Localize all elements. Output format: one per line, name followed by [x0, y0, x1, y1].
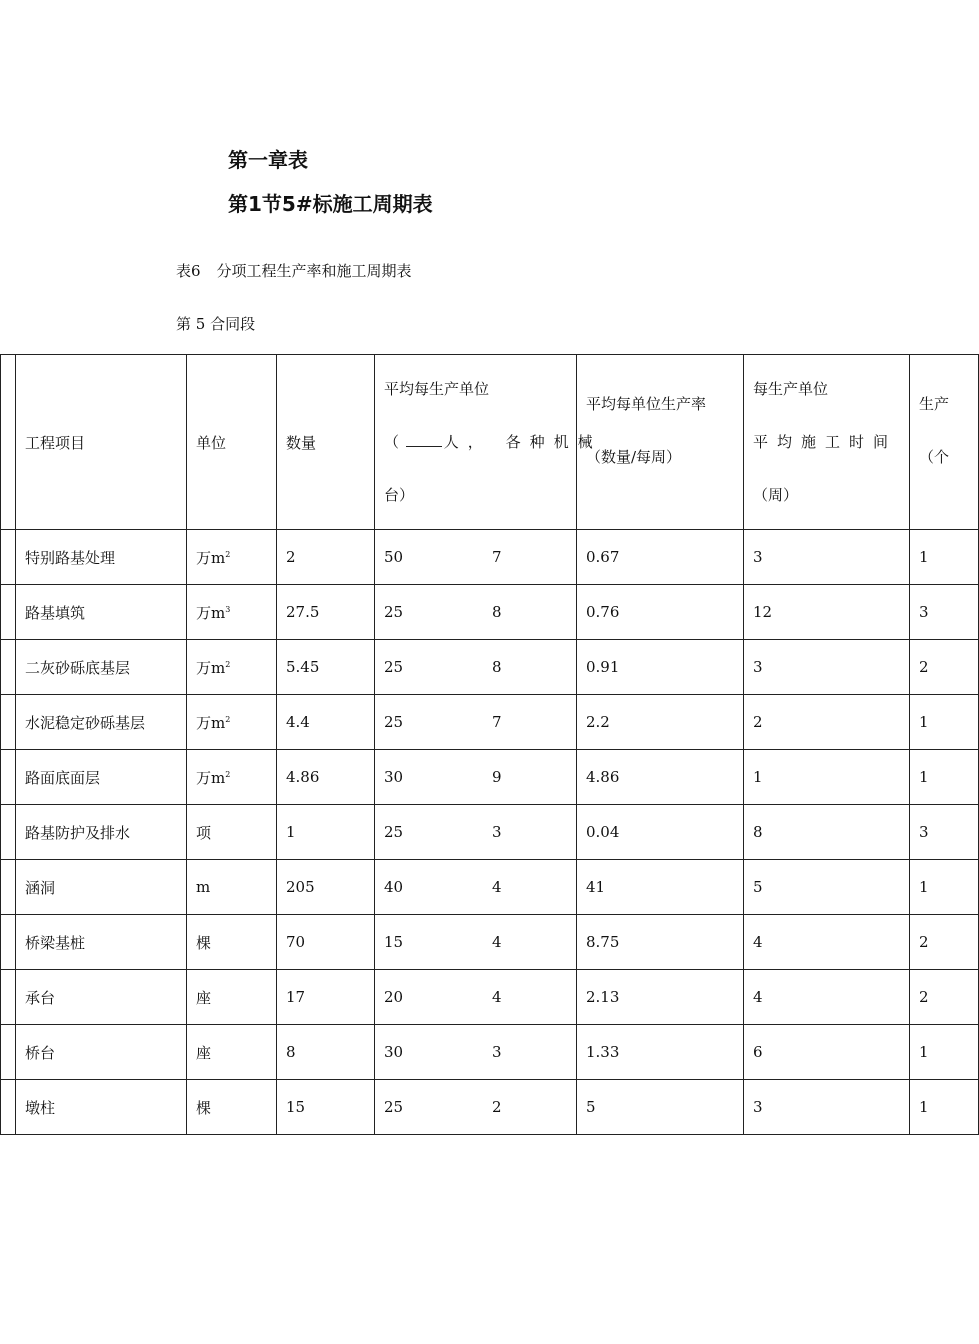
cell-count: 1 [910, 1025, 979, 1080]
header-margin-cell [1, 355, 16, 530]
cell-quantity: 205 [277, 860, 375, 915]
header-time-line1: 每生产单位 [753, 380, 829, 398]
unit-exponent: 3 [225, 604, 231, 614]
cell-item: 承台 [16, 970, 187, 1025]
unit-exponent: 2 [225, 659, 231, 669]
cell-people: 30 [384, 768, 404, 786]
cell-rate: 0.04 [577, 805, 744, 860]
table-caption [176, 261, 412, 281]
table-row [1, 750, 979, 805]
cell-quantity: 4.86 [277, 750, 375, 805]
cell-people: 20 [384, 988, 404, 1006]
cell-unit: 项 [187, 805, 277, 860]
cell-people: 40 [384, 878, 404, 896]
row-margin-cell [1, 805, 16, 860]
cell-unit: 万$m^2$ [187, 640, 277, 695]
table-row [1, 1025, 979, 1080]
header-time-line3: （周） [753, 486, 799, 504]
production-cycle-table [0, 354, 979, 1135]
header-item: 工程项目 [16, 355, 187, 530]
cell-people: 25 [384, 658, 404, 676]
cell-machines: 2 [492, 1098, 502, 1116]
contract-suffix: 合同段 [210, 315, 256, 333]
cell-count: 3 [910, 585, 979, 640]
contract-prefix: 第 [176, 315, 192, 333]
cell-count: 1 [910, 750, 979, 805]
table-header-row [1, 355, 979, 530]
cell-count: 1 [910, 695, 979, 750]
cell-item: 二灰砂砾底基层 [16, 640, 187, 695]
cell-time: 4 [744, 970, 910, 1025]
table-row [1, 695, 979, 750]
cell-unit: 万$m^3$ [187, 585, 277, 640]
cell-unit: 棵 [187, 915, 277, 970]
unit-exponent: 2 [225, 769, 231, 779]
cell-unit: 万$m^2$ [187, 530, 277, 585]
cell-avg-per-unit [375, 695, 577, 750]
table-row [1, 805, 979, 860]
header-avg-line2: （ 人， 各种机械 [384, 433, 602, 451]
row-margin-cell [1, 695, 16, 750]
table-row [1, 1080, 979, 1135]
cell-item: 特别路基处理 [16, 530, 187, 585]
contract-number: 5 [195, 315, 206, 333]
cell-machines: 8 [492, 603, 502, 621]
cell-people: 25 [384, 823, 404, 841]
cell-count: 3 [910, 805, 979, 860]
cell-unit: m [187, 860, 277, 915]
cell-avg-per-unit [375, 1080, 577, 1135]
row-margin-cell [1, 585, 16, 640]
cell-time: 3 [744, 1080, 910, 1135]
cell-avg-per-unit [375, 915, 577, 970]
row-margin-cell [1, 860, 16, 915]
unit-exponent: 2 [225, 549, 231, 559]
header-count [910, 355, 979, 530]
table-title: 分项工程生产率和施工周期表 [216, 262, 412, 280]
cell-rate: 0.76 [577, 585, 744, 640]
cell-quantity: 1 [277, 805, 375, 860]
cell-avg-per-unit [375, 750, 577, 805]
table-row [1, 970, 979, 1025]
cell-count: 1 [910, 1080, 979, 1135]
header-count-line1: 生产 [919, 394, 950, 413]
cell-avg-per-unit [375, 970, 577, 1025]
cell-machines: 3 [492, 823, 502, 841]
table-row [1, 860, 979, 915]
section-title: 第1节5#标施工周期表 [228, 192, 433, 216]
cell-machines: 4 [492, 878, 502, 896]
chapter-title: 第一章表 [228, 148, 308, 172]
cell-avg-per-unit [375, 805, 577, 860]
cell-people: 25 [384, 713, 404, 731]
cell-quantity: 5.45 [277, 640, 375, 695]
cell-unit: 万$m^2$ [187, 750, 277, 805]
cell-machines: 3 [492, 1043, 502, 1061]
table-row [1, 915, 979, 970]
header-time [744, 355, 910, 530]
cell-avg-per-unit [375, 530, 577, 585]
cell-count: 2 [910, 915, 979, 970]
cell-machines: 7 [492, 713, 502, 731]
cell-rate: 1.33 [577, 1025, 744, 1080]
header-avg-line3: 台） [384, 486, 415, 504]
cell-unit: 座 [187, 1025, 277, 1080]
header-quantity: 数量 [277, 355, 375, 530]
cell-quantity: 4.4 [277, 695, 375, 750]
cell-quantity: 15 [277, 1080, 375, 1135]
header-rate-line1: 平均每单位生产率 [586, 394, 707, 413]
cell-unit: 棵 [187, 1080, 277, 1135]
cell-people: 25 [384, 603, 404, 621]
header-avg-line1: 平均每生产单位 [384, 380, 490, 398]
cell-time: 4 [744, 915, 910, 970]
cell-count: 1 [910, 860, 979, 915]
cell-item: 路面底面层 [16, 750, 187, 805]
cell-time: 1 [744, 750, 910, 805]
cell-time: 2 [744, 695, 910, 750]
cell-avg-per-unit [375, 585, 577, 640]
cell-item: 墩柱 [16, 1080, 187, 1135]
cell-time: 8 [744, 805, 910, 860]
cell-people: 25 [384, 1098, 404, 1116]
header-avg-per-unit [375, 355, 602, 530]
cell-item: 路基防护及排水 [16, 805, 187, 860]
row-margin-cell [1, 530, 16, 585]
cell-quantity: 70 [277, 915, 375, 970]
cell-rate: 2.13 [577, 970, 744, 1025]
cell-machines: 7 [492, 548, 502, 566]
cell-unit: 座 [187, 970, 277, 1025]
cell-people: 15 [384, 933, 404, 951]
cell-item: 桥台 [16, 1025, 187, 1080]
cell-quantity: 8 [277, 1025, 375, 1080]
cell-unit: 万$m^2$ [187, 695, 277, 750]
table-row [1, 640, 979, 695]
cell-quantity: 27.5 [277, 585, 375, 640]
header-count-line2: （个 [919, 447, 950, 466]
cell-machines: 9 [492, 768, 502, 786]
cell-rate: 41 [577, 860, 744, 915]
row-margin-cell [1, 1025, 16, 1080]
cell-rate: 2.2 [577, 695, 744, 750]
cell-avg-per-unit [375, 1025, 577, 1080]
cell-time: 3 [744, 640, 910, 695]
table-row [1, 530, 979, 585]
cell-rate: 8.75 [577, 915, 744, 970]
cell-quantity: 2 [277, 530, 375, 585]
cell-machines: 4 [492, 988, 502, 1006]
table-row [1, 585, 979, 640]
cell-rate: 0.91 [577, 640, 744, 695]
header-unit: 单位 [187, 355, 277, 530]
unit-exponent: 2 [225, 714, 231, 724]
table-number: 表6 [176, 262, 201, 280]
cell-time: 3 [744, 530, 910, 585]
contract-section [176, 314, 255, 334]
cell-time: 6 [744, 1025, 910, 1080]
cell-avg-per-unit [375, 640, 577, 695]
cell-count: 2 [910, 970, 979, 1025]
cell-rate: 0.67 [577, 530, 744, 585]
row-margin-cell [1, 750, 16, 805]
row-margin-cell [1, 1080, 16, 1135]
cell-people: 50 [384, 548, 404, 566]
cell-count: 1 [910, 530, 979, 585]
blank-underline [406, 432, 442, 447]
cell-item: 桥梁基桩 [16, 915, 187, 970]
cell-time: 5 [744, 860, 910, 915]
cell-time: 12 [744, 585, 910, 640]
row-margin-cell [1, 915, 16, 970]
cell-count: 2 [910, 640, 979, 695]
header-rate-line2: （数量/每周） [586, 447, 682, 466]
cell-item: 涵洞 [16, 860, 187, 915]
cell-quantity: 17 [277, 970, 375, 1025]
cell-rate: 5 [577, 1080, 744, 1135]
cell-machines: 4 [492, 933, 502, 951]
row-margin-cell [1, 640, 16, 695]
header-time-line2: 平均施工时间 [753, 433, 898, 451]
cell-people: 30 [384, 1043, 404, 1061]
cell-rate: 4.86 [577, 750, 744, 805]
cell-item: 路基填筑 [16, 585, 187, 640]
cell-avg-per-unit [375, 860, 577, 915]
cell-item: 水泥稳定砂砾基层 [16, 695, 187, 750]
cell-machines: 8 [492, 658, 502, 676]
row-margin-cell [1, 970, 16, 1025]
